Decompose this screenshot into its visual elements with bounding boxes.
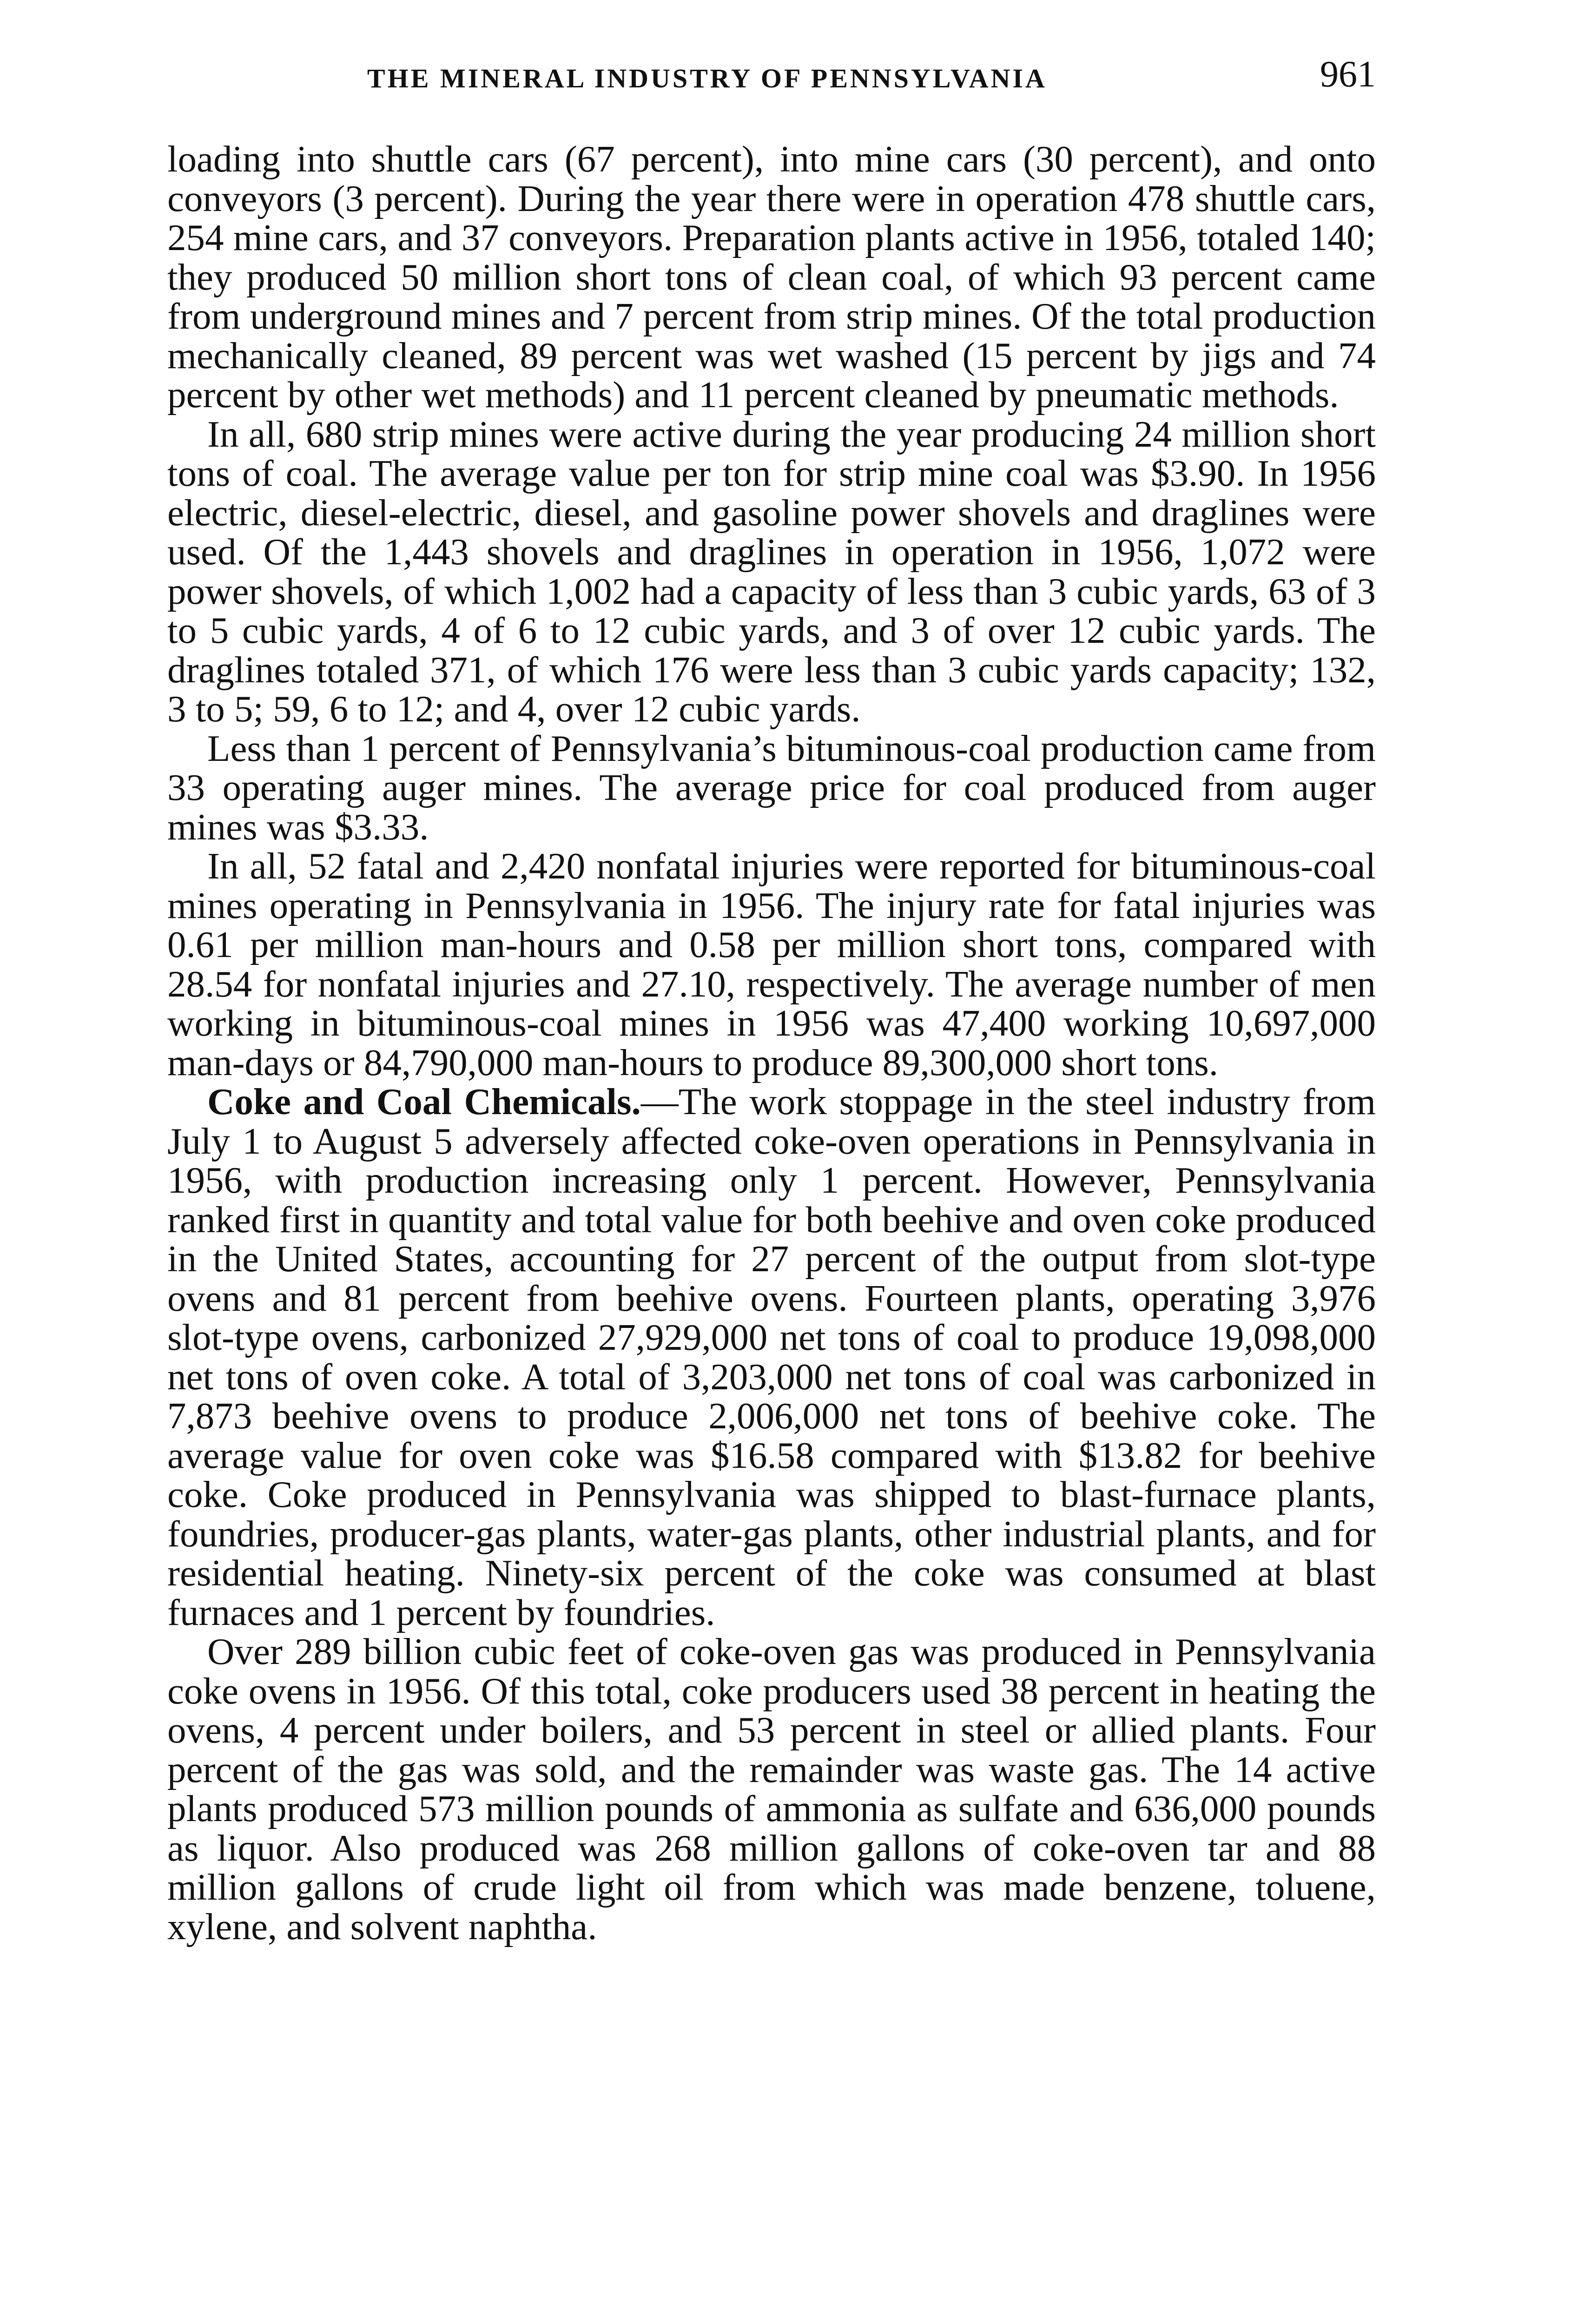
body-text	[167, 139, 1376, 1946]
paragraph-continued-mining-methods: loading into shuttle cars (67 percent), into mine cars (30 percent), and onto conveyors (3 percent). During the year there were in operation 478 shuttle cars, 254 mine cars, and 37 conveyors. Preparation plants active in 1956, totaled 140; they produced 50 million short tons of clean coal, of which 93 percent came from underground mines and 7 percent from strip mines. Of the total production mechanically cleaned, 89 percent was wet washed (15 percent by jigs and 74 percent by other wet methods) and 11 percent cleaned by pneumatic methods.	[167, 138, 1376, 416]
page-number: 961	[1320, 54, 1376, 95]
running-header	[167, 53, 1376, 105]
paragraph-strip-mines: In all, 680 strip mines were active during the year producing 24 million short tons of coal. The average value per ton for strip mine coal was $3.90. In 1956 electric, diesel-electric, diesel, and gasoline power shovels and draglines were used. Of the 1,443 shovels and draglines in operation in 1956, 1,072 were power shovels, of which 1,002 had a capacity of less than 3 cubic yards, 63 of 3 to 5 cubic yards, 4 of 6 to 12 cubic yards, and 3 of over 12 cubic yards. The draglines totaled 371, of which 176 were less than 3 cubic yards capacity; 132, 3 to 5; 59, 6 to 12; and 4, over 12 cubic yards.	[167, 413, 1376, 730]
paragraph-coke-oven-gas: Over 289 billion cubic feet of coke-oven gas was produced in Pennsylvania coke ovens in 1956. Of this total, coke producers used 38 percent in heating the ovens, 4 percent under boilers, and 53 percent in steel or allied plants. Four percent of the gas was sold, and the remainder was waste gas. The 14 active plants produced 573 million pounds of ammonia as sulfate and 636,000 pounds as liquor. Also produced was 268 million gallons of coke-oven tar and 88 million gallons of crude light oil from which was made benzene, toluene, xylene, and solvent naphtha.	[167, 1631, 1376, 1948]
paragraph-coke-and-coal-chemicals	[167, 1082, 1376, 1632]
running-title: THE MINERAL INDUSTRY OF PENNSYLVANIA	[367, 63, 1047, 93]
paragraph-auger-mines: Less than 1 percent of Pennsylvania’s bituminous-coal production came from 33 operating auger mines. The average price for coal produced from auger mines was $3.33.	[167, 727, 1376, 848]
paragraph-injuries: In all, 52 fatal and 2,420 nonfatal injuries were reported for bituminous-coal mines operating in Pennsylvania in 1956. The injury rate for fatal injuries was 0.61 per million man-hours and 0.58 per million short tons, compared with 28.54 for nonfatal injuries and 27.10, respectively. The average number of men working in bituminous-coal mines in 1956 was 47,400 working 10,697,000 man-days or 84,790,000 man-hours to produce 89,300,000 short tons.	[167, 845, 1376, 1083]
paragraph-coke-text: —The work stoppage in the steel industry from July 1 to August 5 adversely affected coke-oven operations in Pennsylvania in 1956, with production increasing only 1 percent. However, Pennsylvania ranked first in quantity and total value for both beehive and oven coke produced in the United States, accounting for 27 percent of the output from slot-type ovens and 81 percent from beehive ovens. Fourteen plants, operating 3,976 slot-type ovens, carbonized 27,929,000 net tons of coal to produce 19,098,000 net tons of oven coke. A total of 3,203,000 net tons of coal was carbonized in 7,873 beehive ovens to produce 2,006,000 net tons of beehive coke. The average value for oven coke was $16.58 compared with $13.82 for beehive coke. Coke produced in Pennsylvania was shipped to blast-furnace plants, foundries, producer-gas plants, water-gas plants, other industrial plants, and for residential heating. Ninety-six percent of the coke was consumed at blast furnaces and 1 percent by foundries.	[167, 1081, 1376, 1633]
section-heading-coke-and-coal-chemicals: Coke and Coal Chemicals.	[207, 1081, 641, 1122]
